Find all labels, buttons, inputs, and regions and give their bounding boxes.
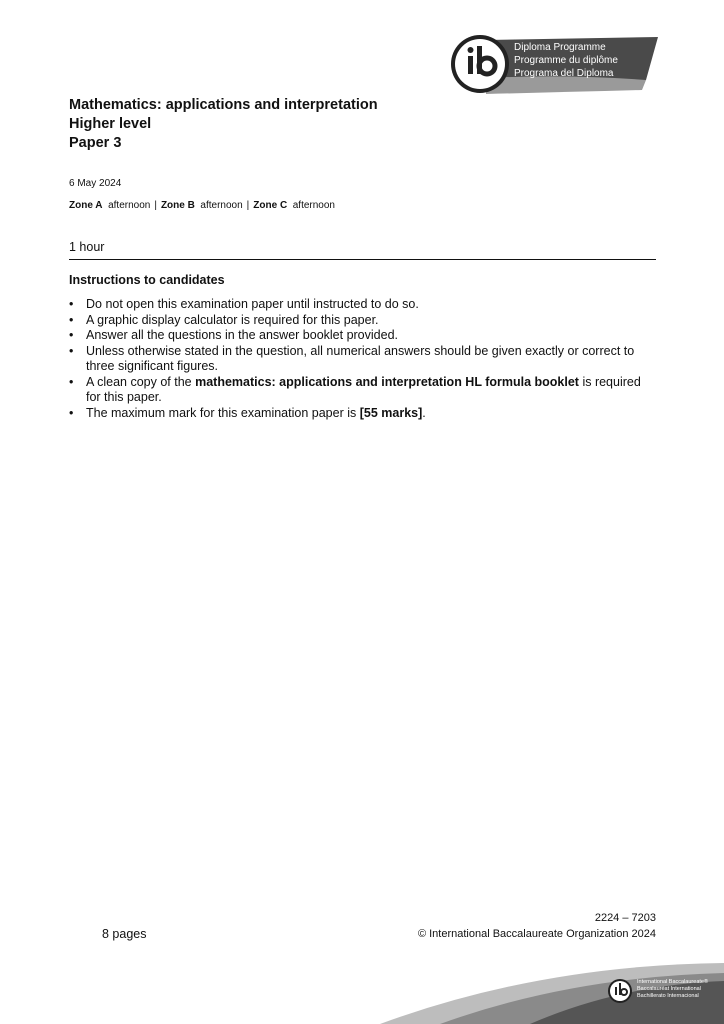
footer-logo-line-es: Bachillerato Internacional bbox=[637, 993, 699, 999]
ib-footer-logo bbox=[380, 955, 724, 1024]
zone-b-time: afternoon bbox=[200, 200, 243, 211]
instruction-item: • Answer all the questions in the answer booklet provided. bbox=[69, 328, 649, 344]
exam-duration: 1 hour bbox=[69, 240, 105, 254]
logo-line-en: Diploma Programme bbox=[514, 42, 606, 53]
logo-line-es: Programa del Diploma bbox=[514, 68, 614, 79]
instruction-item: • Unless otherwise stated in the question, all numerical answers should be given exactly or correct to three significant figures. bbox=[69, 344, 649, 375]
paper-subject-title: Mathematics: applications and interpretation bbox=[69, 97, 378, 113]
copyright-notice: © International Baccalaureate Organization 2024 bbox=[417, 928, 656, 940]
max-marks: [55 marks] bbox=[359, 405, 423, 420]
instructions-list bbox=[69, 297, 649, 421]
instruction-item: • Do not open this examination paper until instructed to do so. bbox=[69, 297, 649, 313]
zone-divider: | bbox=[154, 200, 157, 211]
page-count: 8 pages bbox=[102, 927, 147, 941]
zone-b-label: Zone B bbox=[160, 200, 195, 211]
instruction-item-marks: • The maximum mark for this examination paper is [55 marks]. bbox=[69, 406, 649, 422]
zone-divider: | bbox=[246, 200, 250, 211]
logo-line-fr: Programme du diplôme bbox=[514, 55, 618, 66]
exam-zones bbox=[69, 200, 335, 211]
formula-booklet-name: mathematics: applications and interpretation HL formula booklet bbox=[195, 374, 579, 389]
footer-logo-line-en: International Baccalaureate® bbox=[637, 979, 709, 985]
paper-code: 2224 – 7203 bbox=[594, 912, 656, 924]
instructions-heading: Instructions to candidates bbox=[69, 273, 225, 287]
zone-a-time: afternoon bbox=[108, 200, 151, 211]
zone-a-label: Zone A bbox=[69, 200, 103, 211]
instruction-item-booklet: • A clean copy of the mathematics: applications and interpretation HL formula booklet is required for this paper. bbox=[69, 375, 649, 406]
zone-c-label: Zone C bbox=[253, 200, 288, 211]
instruction-item: • A graphic display calculator is required for this paper. bbox=[69, 313, 649, 329]
zone-c-time: afternoon bbox=[292, 200, 335, 211]
paper-number: Paper 3 bbox=[69, 135, 122, 151]
paper-level: Higher level bbox=[69, 116, 152, 132]
exam-date: 6 May 2024 bbox=[69, 178, 122, 189]
ib-diploma-logo bbox=[446, 34, 658, 94]
footer-logo-line-fr: Baccalauréat International bbox=[637, 986, 701, 992]
header-divider bbox=[69, 259, 656, 260]
